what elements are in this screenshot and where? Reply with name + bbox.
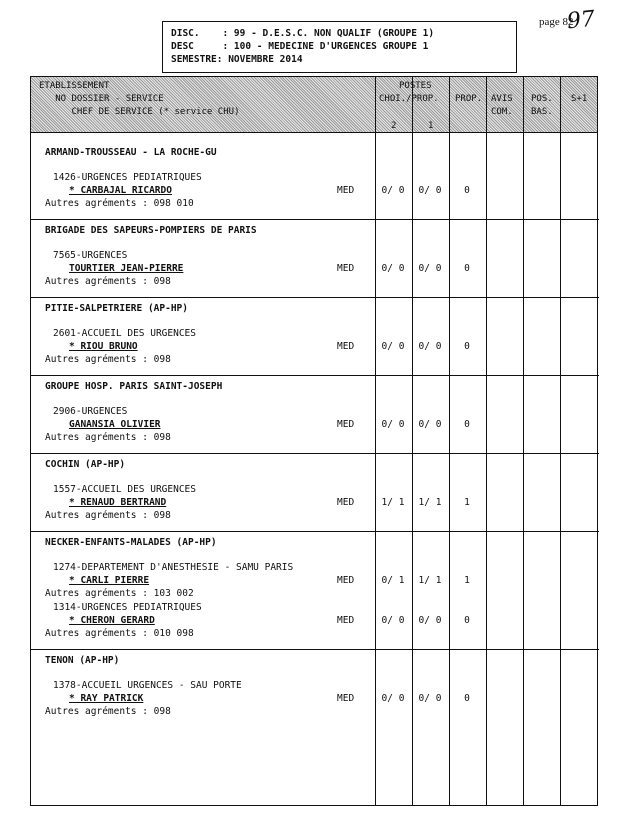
autres-agrements: Autres agréments : 098: [45, 354, 171, 365]
row-separator: [31, 297, 599, 298]
column-divider: [449, 77, 450, 805]
column-divider: [375, 77, 376, 805]
chef-de-service: * RIOU BRUNO: [69, 341, 138, 352]
service-type: MED: [337, 419, 355, 430]
prop-ratio-value: 0/ 0: [418, 263, 442, 274]
chef-de-service: * CARBAJAL RICARDO: [69, 185, 172, 196]
hospital-name: PITIE-SALPETRIERE (AP-HP): [45, 303, 188, 314]
choi-value: 0/ 0: [381, 263, 405, 274]
service-name: 2601-ACCUEIL DES URGENCES: [53, 328, 196, 339]
chef-de-service: * CHERON GERARD: [69, 615, 155, 626]
service-name: 1274-DEPARTEMENT D'ANESTHESIE - SAMU PARIS: [53, 562, 294, 573]
hospital-name: TENON (AP-HP): [45, 655, 120, 666]
chef-de-service: * RAY PATRICK: [69, 693, 144, 704]
service-name: 1426-URGENCES PEDIATRIQUES: [53, 172, 202, 183]
autres-agrements: Autres agréments : 098: [45, 276, 171, 287]
header-s1: S+1: [571, 94, 588, 104]
autres-agrements: Autres agréments : 010 098: [45, 628, 194, 639]
choi-value: 1/ 1: [381, 497, 405, 508]
prop-ratio-value: 0/ 0: [418, 341, 442, 352]
hospital-name: BRIGADE DES SAPEURS-POMPIERS DE PARIS: [45, 225, 257, 236]
prop-value: 0: [464, 341, 470, 352]
autres-agrements: Autres agréments : 103 002: [45, 588, 194, 599]
chef-de-service: GANANSIA OLIVIER: [69, 419, 161, 430]
choi-value: 0/ 0: [381, 419, 405, 430]
prop-ratio-value: 1/ 1: [418, 575, 442, 586]
service-name: 1557-ACCUEIL DES URGENCES: [53, 484, 196, 495]
prop-value: 0: [464, 419, 470, 430]
prop-value: 0: [464, 615, 470, 626]
column-divider: [560, 77, 561, 805]
autres-agrements: Autres agréments : 098: [45, 706, 171, 717]
service-name: 1314-URGENCES PEDIATRIQUES: [53, 602, 202, 613]
prop-ratio-value: 0/ 0: [418, 693, 442, 704]
prop-ratio-value: 0/ 0: [418, 419, 442, 430]
service-type: MED: [337, 263, 355, 274]
chef-de-service: * RENAUD BERTRAND: [69, 497, 167, 508]
disc-line: DISC. : 99 - D.E.S.C. NON QUALIF (GROUPE 1): [171, 28, 435, 39]
service-type: MED: [337, 693, 355, 704]
header-prop: PROP.: [455, 94, 483, 104]
choi-value: 0/ 0: [381, 341, 405, 352]
prop-value: 1: [464, 497, 470, 508]
chef-de-service: TOURTIER JEAN-PIERRE: [69, 263, 184, 274]
table-header-band: [31, 77, 597, 133]
hospital-name: GROUPE HOSP. PARIS SAINT-JOSEPH: [45, 381, 223, 392]
header-dossier-service: NO DOSSIER - SERVICE: [39, 94, 164, 104]
choi-value: 0/ 0: [381, 615, 405, 626]
choi-value: 0/ 0: [381, 185, 405, 196]
service-type: MED: [337, 185, 355, 196]
service-name: 7565-URGENCES: [53, 250, 128, 261]
hospital-name: NECKER-ENFANTS-MALADES (AP-HP): [45, 537, 217, 548]
header-avis: AVIS: [491, 94, 513, 104]
service-type: MED: [337, 497, 355, 508]
service-type: MED: [337, 341, 355, 352]
desc-line: DESC : 100 - MEDECINE D'URGENCES GROUPE 1: [171, 41, 429, 52]
posts-table: [30, 76, 598, 806]
header-com: COM.: [491, 107, 513, 117]
column-divider: [523, 77, 524, 805]
row-separator: [31, 375, 599, 376]
header-sub-1: 1: [428, 121, 434, 131]
semestre-line: SEMESTRE: NOVEMBRE 2014: [171, 54, 303, 65]
service-name: 2906-URGENCES: [53, 406, 128, 417]
prop-value: 0: [464, 693, 470, 704]
row-separator: [31, 531, 599, 532]
autres-agrements: Autres agréments : 098: [45, 510, 171, 521]
choi-value: 0/ 1: [381, 575, 405, 586]
prop-ratio-value: 0/ 0: [418, 185, 442, 196]
service-type: MED: [337, 575, 355, 586]
header-etablissement: ETABLISSEMENT: [39, 81, 110, 91]
header-bas: BAS.: [531, 107, 553, 117]
row-separator: [31, 649, 599, 650]
header-chef-service: CHEF DE SERVICE (* service CHU): [39, 107, 240, 117]
hospital-name: ARMAND-TROUSSEAU - LA ROCHE-GU: [45, 147, 217, 158]
header-postes: POSTES: [399, 81, 432, 91]
row-separator: [31, 453, 599, 454]
service-type: MED: [337, 615, 355, 626]
page-label: page 82: [539, 16, 574, 28]
header-pos: POS.: [531, 94, 553, 104]
autres-agrements: Autres agréments : 098 010: [45, 198, 194, 209]
prop-ratio-value: 0/ 0: [418, 615, 442, 626]
header-info-box: [162, 21, 517, 73]
header-sub-2: 2: [391, 121, 397, 131]
choi-value: 0/ 0: [381, 693, 405, 704]
column-divider: [486, 77, 487, 805]
prop-value: 0: [464, 185, 470, 196]
service-name: 1378-ACCUEIL URGENCES - SAU PORTE: [53, 680, 242, 691]
header-choi-prop: CHOI./PROP.: [379, 94, 439, 104]
autres-agrements: Autres agréments : 098: [45, 432, 171, 443]
prop-ratio-value: 1/ 1: [418, 497, 442, 508]
row-separator: [31, 219, 599, 220]
prop-value: 0: [464, 263, 470, 274]
hospital-name: COCHIN (AP-HP): [45, 459, 126, 470]
column-divider: [412, 77, 413, 805]
chef-de-service: * CARLI PIERRE: [69, 575, 150, 586]
prop-value: 1: [464, 575, 470, 586]
handwritten-page-number: 97: [565, 6, 597, 35]
